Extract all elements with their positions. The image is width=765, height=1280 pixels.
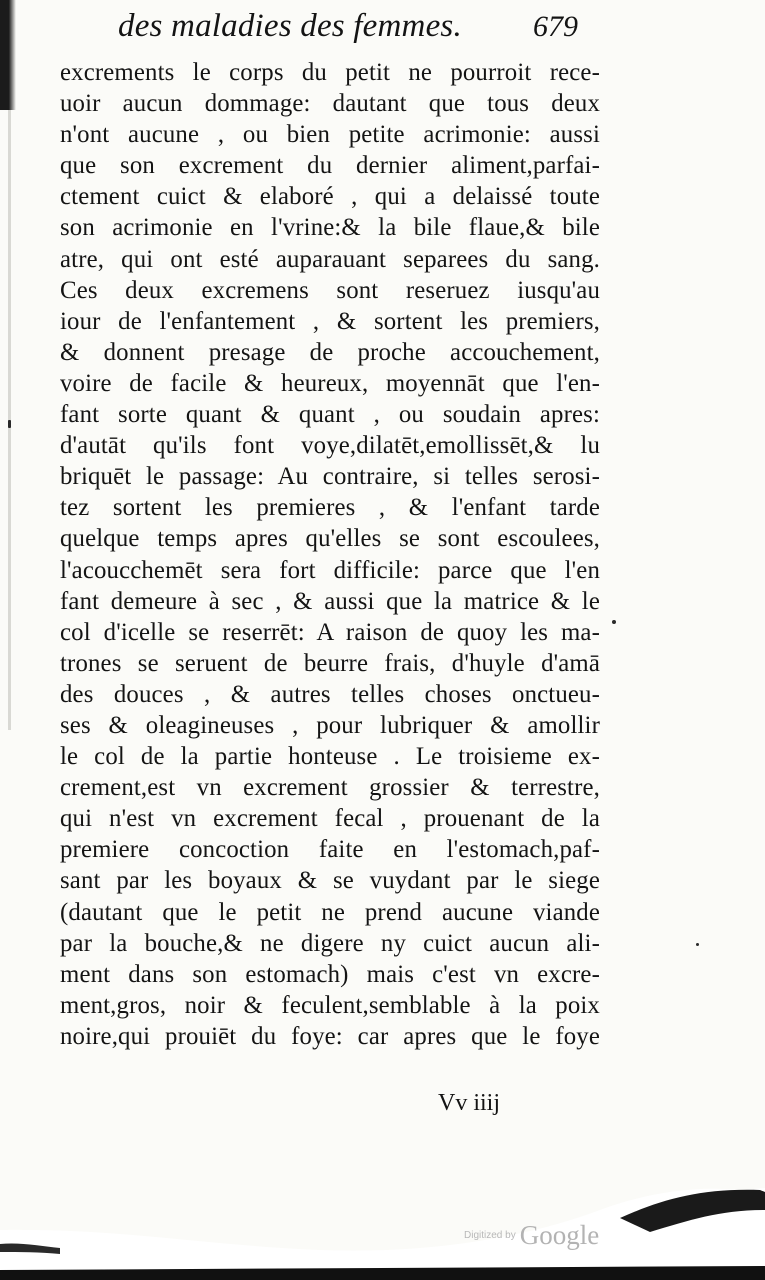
text-line: qui n'est vn excrement fecal , prouenant de la: [60, 805, 600, 833]
text-line: iour de l'enfantement , & sortent les premiers,: [60, 307, 600, 335]
text-line: fant sorte quant & quant , ou soudain apres:: [60, 401, 600, 429]
text-line: trones se seruent de beurre frais, d'huyle d'amā: [60, 649, 600, 677]
text-line: col d'icelle se reserrēt: A raison de quoy les ma-: [60, 618, 600, 646]
text-line: le col de la partie honteuse . Le troisieme ex-: [60, 743, 600, 771]
text-line: briquēt le passage: Au contraire, si telles serosi-: [60, 463, 600, 491]
digitization-watermark: [464, 1215, 624, 1255]
page-number: 679: [533, 10, 578, 43]
text-line: que son excrement du dernier aliment,parfai-: [60, 152, 600, 180]
watermark-brand: Google: [519, 1219, 600, 1250]
text-line: son acrimonie en l'vrine:& la bile flaue,& bile: [60, 214, 600, 242]
text-line: ses & oleagineuses , pour lubriquer & amollir: [60, 711, 600, 739]
text-line: (dautant que le petit ne prend aucune viande: [60, 898, 600, 926]
text-line: ment,gros, noir & feculent,semblable à la poix: [60, 991, 600, 1019]
text-line: n'ont aucune , ou bien petite acrimonie: aussi: [60, 121, 600, 149]
ink-speck: [612, 620, 616, 624]
text-line: l'acoucchemēt sera fort difficile: parce que l'en: [60, 556, 600, 584]
text-line: atre, qui ont esté auparauant separees du sang.: [60, 245, 600, 273]
text-line: des douces , & autres telles choses onctueu-: [60, 680, 600, 708]
text-line: & donnent presage de proche accouchement,: [60, 338, 600, 366]
ink-speck: [696, 943, 699, 946]
ink-speck: [8, 420, 11, 428]
text-line: premiere concoction faite en l'estomach,paf-: [60, 836, 600, 864]
text-line: par la bouche,& ne digere ny cuict aucun ali-: [60, 929, 600, 957]
running-title: des maladies des femmes.: [118, 8, 462, 44]
watermark-prefix: Digitized by: [464, 1229, 516, 1241]
signature-mark: Vv iiij: [438, 1090, 501, 1116]
text-line: noire,qui prouiēt du foye: car apres que le foye: [60, 1022, 600, 1050]
body-text: [60, 57, 600, 1052]
text-line: excrements le corps du petit ne pourroit rece-: [60, 59, 600, 86]
text-line: ctement cuict & elaboré , qui a delaissé toute: [60, 183, 600, 211]
text-line: crement,est vn excrement grossier & terrestre,: [60, 774, 600, 802]
text-line: Ces deux excremens sont reseruez iusqu'au: [60, 276, 600, 304]
running-head: [118, 8, 578, 52]
text-line: quelque temps apres qu'elles se sont escoulees,: [60, 525, 600, 553]
scan-edge-shadow: [0, 0, 16, 110]
text-line: voire de facile & heureux, moyennāt que l'en-: [60, 369, 600, 397]
scan-bottom-shadow: [0, 1170, 765, 1280]
text-line: d'autāt qu'ils font voye,dilatēt,emollissēt,& lu: [60, 432, 600, 460]
text-line: tez sortent les premieres , & l'enfant tarde: [60, 494, 600, 522]
text-line: sant par les boyaux & se vuydant par le siege: [60, 867, 600, 895]
text-line: ment dans son estomach) mais c'est vn excre-: [60, 960, 600, 988]
text-line: uoir aucun dommage: dautant que tous deux: [60, 90, 600, 118]
text-line: fant demeure à sec , & aussi que la matrice & le: [60, 587, 600, 615]
